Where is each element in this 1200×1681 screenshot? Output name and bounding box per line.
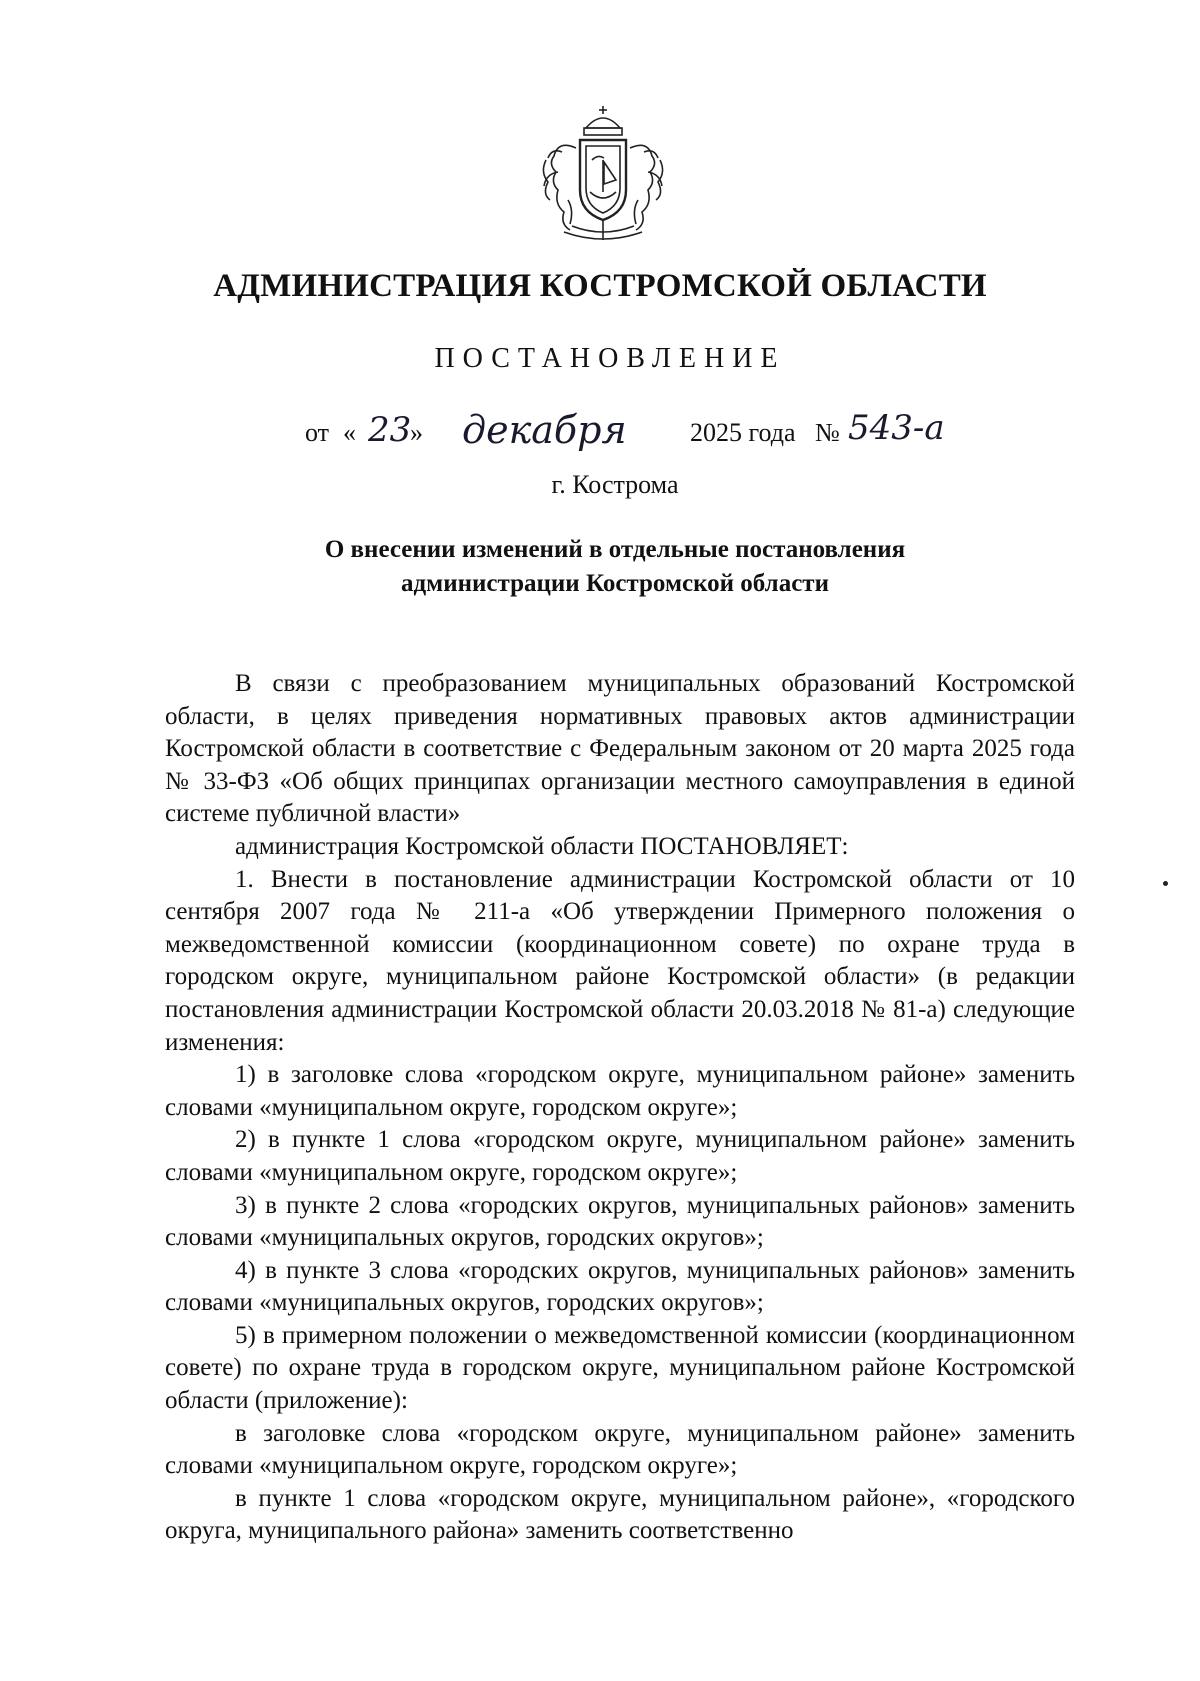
date-month-handwritten: декабря	[462, 408, 627, 452]
number-sign: №	[815, 418, 840, 447]
paragraph-point-1-change: в пункте 1 слова «городском округе, муниципальном районе», «городского округа, муниципального района» заменить соответственно	[165, 1484, 1075, 1545]
subject-line-1: О внесении изменений в отдельные постановления	[324, 536, 906, 563]
date-prefix: от	[305, 418, 330, 447]
document-type: ПОСТАНОВЛЕНИЕ	[434, 343, 786, 374]
paragraph-subitem-3: 3) в пункте 2 слова «городских округов, муниципальных районов» заменить словами «муниципальных округов, городских округов»;	[165, 1191, 1075, 1252]
paragraph-subitem-2: 2) в пункте 1 слова «городском округе, муниципальном районе» заменить словами «муниципальном округе, городском округе»;	[165, 1126, 1075, 1186]
paragraph-subitem-5: 5) в примерном положении о межведомственной комиссии (координационном совете) по охране труда в городском округе, муниципальном районе Костромской области (приложение):	[165, 1321, 1075, 1415]
quote-open: «	[343, 418, 356, 447]
subject-line-2: администрации Костромской области	[401, 570, 829, 597]
document-subject	[0, 533, 1200, 601]
city: г. Кострома	[551, 470, 679, 499]
scan-speck	[1163, 881, 1168, 886]
paragraph-subitem-4: 4) в пункте 3 слова «городских округов, муниципальных районов» заменить словами «муниципальных округов, городских округов»;	[165, 1256, 1075, 1317]
paragraph-item-1: 1. Внести в постановление администрации Костромской области от 10 сентября 2007 года № 211-а «Об утверждении Примерного положения о межведомственной комиссии (координационном совете) по охране труда в городском округе, муниципальном районе Костромской области» (в редакции постановления администрации Костромской области 20.03.2018 № 81-а) следующие изменения:	[165, 865, 1075, 1056]
coat-of-arms-icon	[528, 100, 678, 250]
document-body	[165, 668, 1075, 1548]
paragraph-subitem-1: 1) в заголовке слова «городском округе, муниципальном районе» заменить словами «муниципальном округе, городском округе»;	[165, 1061, 1075, 1121]
paragraph-resolves: администрация Костромской области ПОСТАНОВЛЯЕТ:	[235, 832, 849, 860]
date-line	[0, 410, 1200, 460]
date-day-handwritten: 23	[368, 410, 412, 450]
paragraph-preamble: В связи с преобразованием муниципальных образований Костромской области, в целях приведения нормативных правовых актов администрации Костромской области в соответствие с Федеральным законом от 20 марта 2025 года № 33-ФЗ «Об общих принципах организации местного самоуправления в единой системе публичной власти»	[165, 670, 1075, 828]
document-number-handwritten: 543-а	[848, 408, 945, 448]
date-year: 2025 года	[690, 418, 796, 447]
organization-title: АДМИНИСТРАЦИЯ КОСТРОМСКОЙ ОБЛАСТИ	[213, 268, 987, 304]
quote-close: »	[410, 418, 423, 447]
paragraph-title-change: в заголовке слова «городском округе, муниципальном районе» заменить словами «муниципальном округе, городском округе»;	[165, 1419, 1075, 1480]
